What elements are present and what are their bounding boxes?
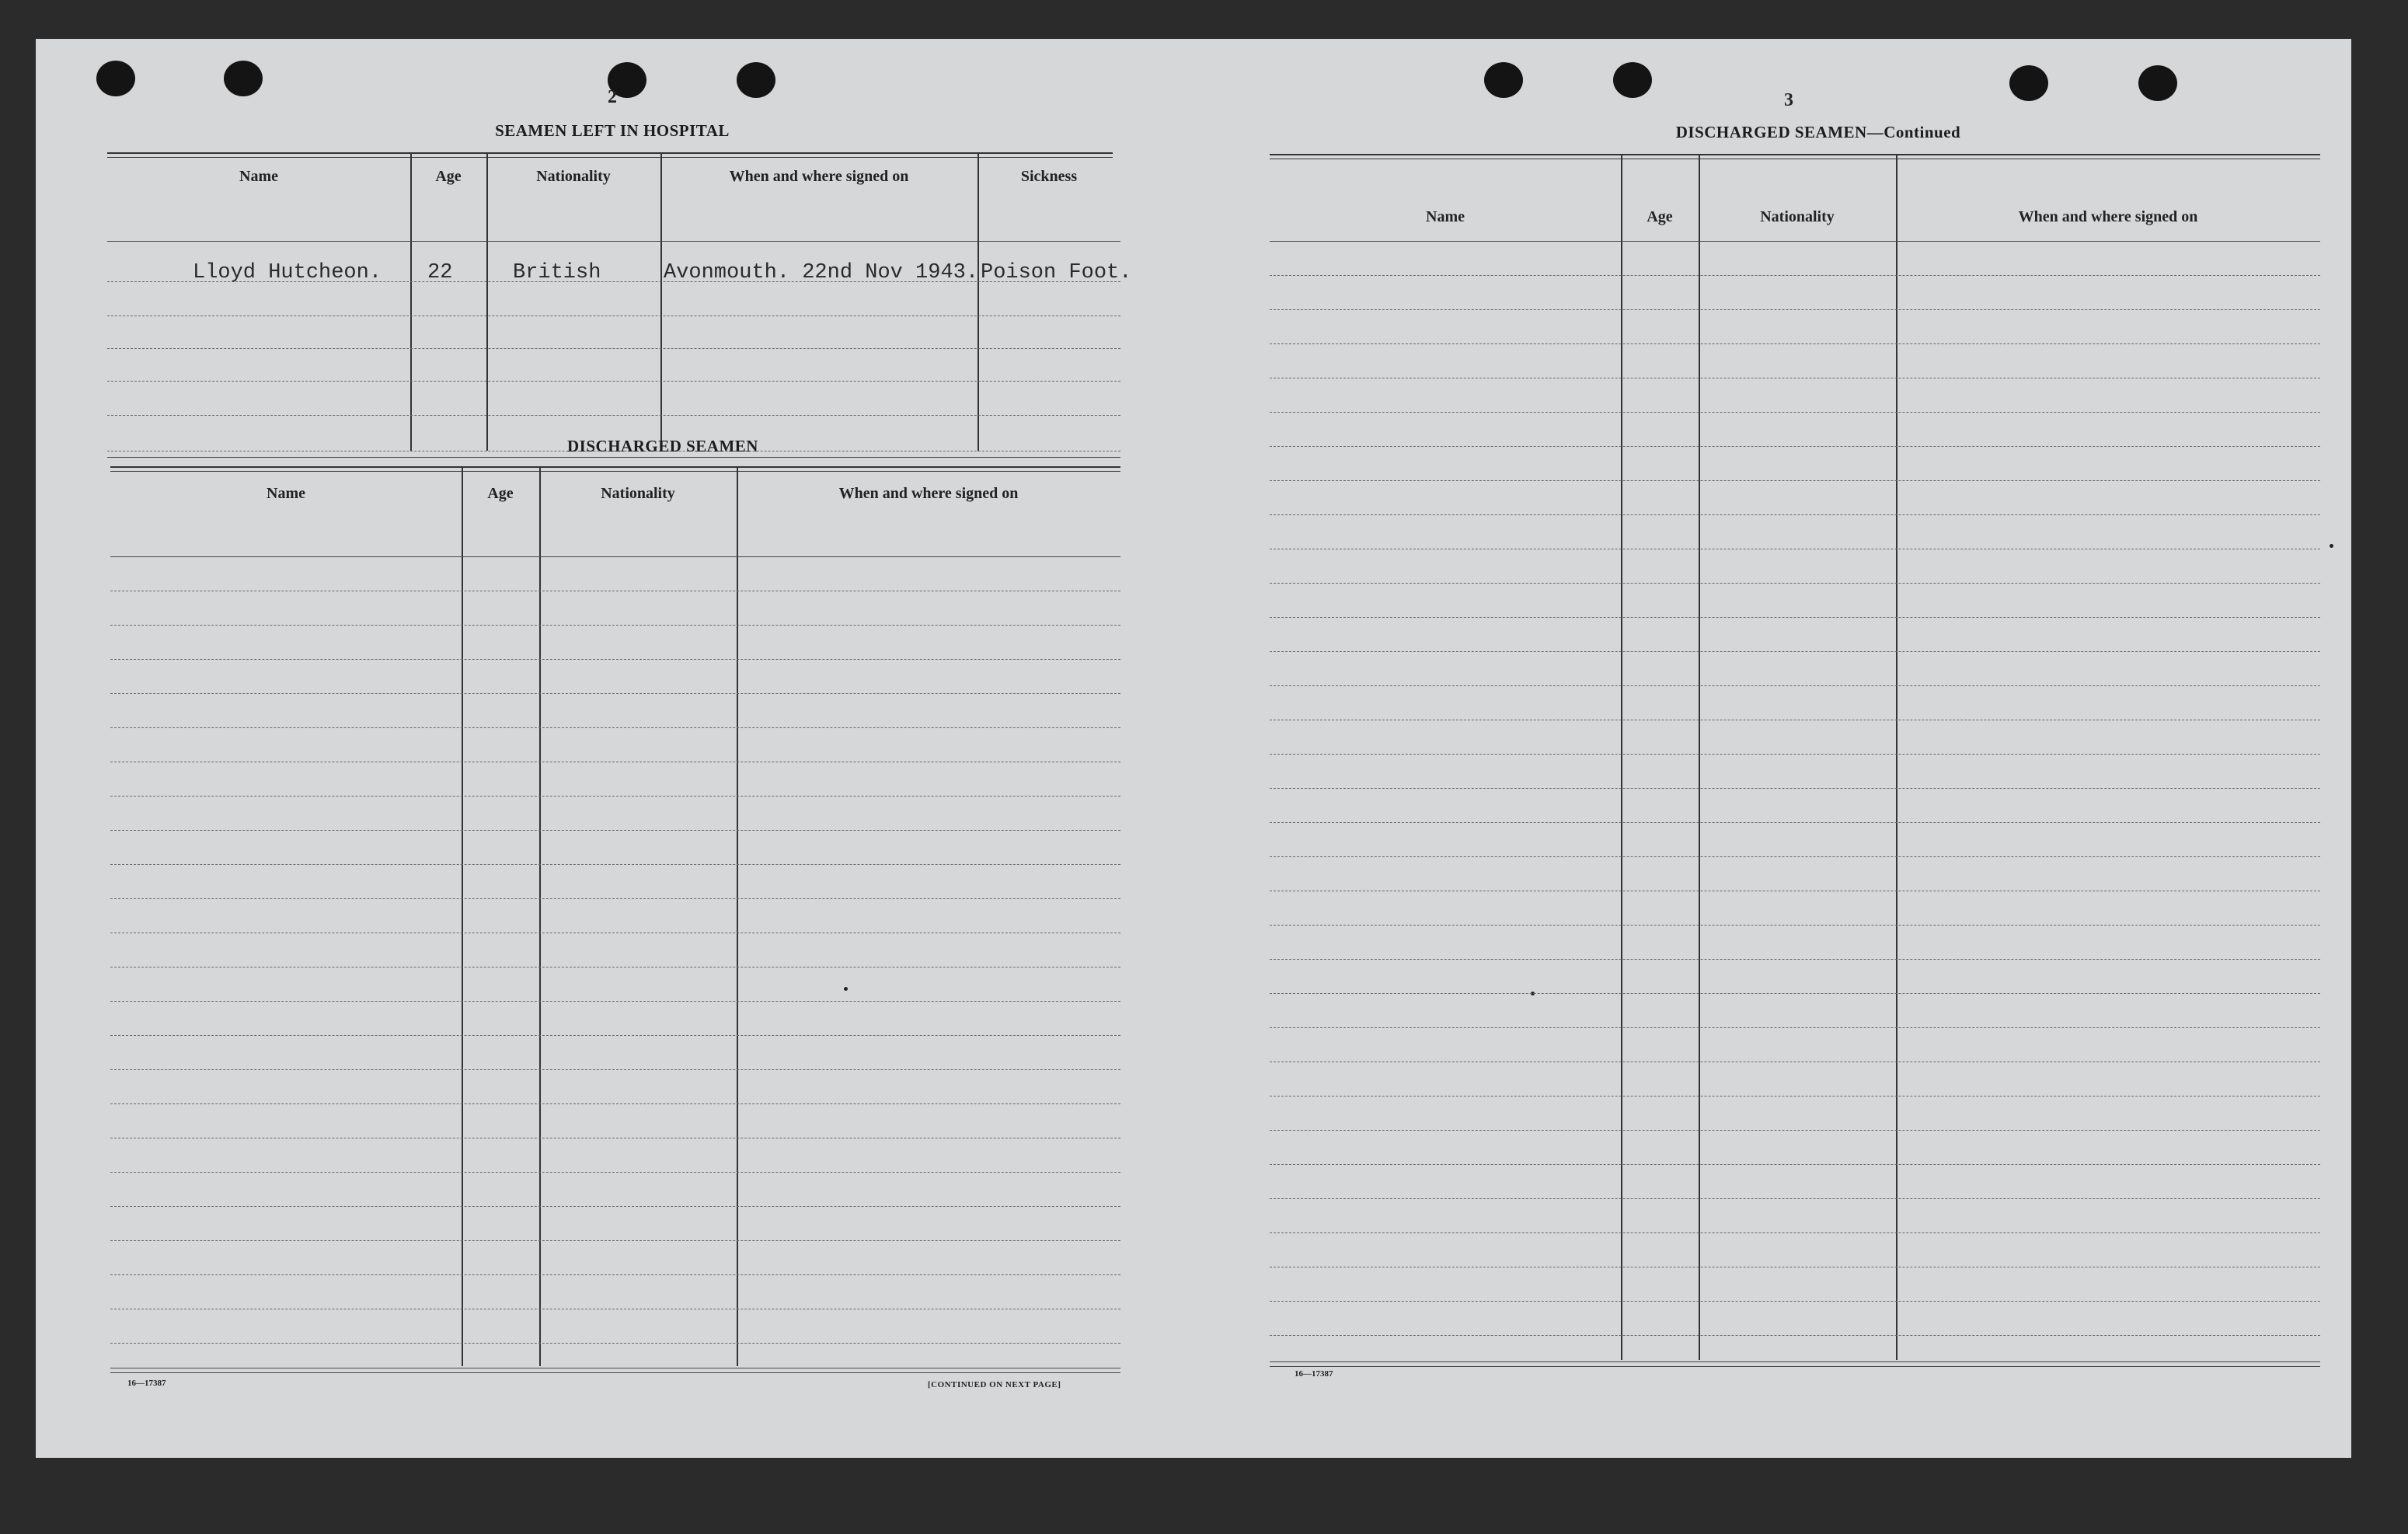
row-line	[1270, 446, 2320, 447]
row-line	[110, 727, 1120, 728]
column-divider	[737, 466, 738, 1366]
column-divider	[1699, 154, 1700, 1360]
left-page-number: 2	[608, 87, 617, 107]
column-header-signed-on: When and where signed on	[838, 485, 1019, 502]
table-top-rule	[110, 466, 1120, 468]
column-header-nationality: Nationality	[1760, 208, 1835, 225]
row-line	[110, 796, 1120, 797]
table-top-rule	[107, 152, 1113, 154]
row-line	[110, 1035, 1120, 1036]
table-top-rule	[1270, 154, 2320, 155]
row-line	[1270, 993, 2320, 994]
column-divider	[462, 466, 463, 1366]
row-line	[1270, 412, 2320, 413]
row-line	[1270, 1301, 2320, 1302]
row-line	[110, 1103, 1120, 1104]
column-header-signed-on: When and where signed on	[729, 168, 909, 185]
row-line	[110, 1274, 1120, 1275]
punch-hole	[2009, 65, 2048, 101]
column-divider	[1896, 154, 1897, 1360]
row-line	[1270, 1027, 2320, 1028]
table-bottom-rule	[110, 1372, 1120, 1373]
punch-hole	[737, 62, 775, 98]
row-line	[1270, 754, 2320, 755]
punch-hole	[1613, 62, 1652, 98]
hospital-section-title: SEAMEN LEFT IN HOSPITAL	[495, 121, 730, 140]
row-line	[110, 693, 1120, 694]
row-line	[107, 415, 1120, 416]
row-line	[1270, 275, 2320, 276]
column-header-age: Age	[435, 168, 462, 185]
table-top-rule	[107, 157, 1113, 158]
row-line	[1270, 959, 2320, 960]
document-page	[36, 39, 2351, 1458]
header-bottom-rule	[1270, 241, 2320, 242]
continued-note: [CONTINUED ON NEXT PAGE]	[928, 1380, 1061, 1389]
punch-hole	[96, 61, 135, 96]
hospital-entry-signed-on: Avonmouth. 22nd Nov 1943.	[664, 261, 979, 284]
discharged-table-left	[110, 466, 1120, 1375]
row-line	[110, 625, 1120, 626]
column-header-age: Age	[487, 485, 514, 502]
row-line	[1270, 514, 2320, 515]
row-line	[1270, 925, 2320, 926]
form-number-left: 16—17387	[127, 1379, 166, 1388]
right-page-number: 3	[1784, 90, 1793, 110]
column-header-nationality: Nationality	[601, 485, 675, 502]
hospital-table	[107, 152, 1132, 458]
column-header-sickness: Sickness	[1020, 168, 1078, 185]
discharged-section-title: DISCHARGED SEAMEN	[567, 437, 758, 455]
row-line	[1270, 651, 2320, 652]
column-header-name: Name	[1426, 208, 1465, 225]
row-line	[110, 659, 1120, 660]
right-section-title	[1268, 123, 2368, 142]
row-line	[1270, 617, 2320, 618]
column-divider	[1621, 154, 1622, 1360]
column-header-name: Name	[267, 485, 305, 502]
row-line	[107, 381, 1120, 382]
header-bottom-rule	[110, 556, 1120, 557]
column-divider	[410, 152, 412, 451]
row-line	[1270, 1335, 2320, 1336]
table-top-rule	[110, 471, 1120, 472]
column-header-age: Age	[1647, 208, 1673, 225]
discharged-table-right	[1270, 154, 2320, 1368]
punch-hole	[224, 61, 263, 96]
hospital-entry-age: 22	[427, 261, 453, 284]
row-line	[1270, 1232, 2320, 1233]
row-line	[110, 830, 1120, 831]
row-line	[1270, 1164, 2320, 1165]
column-divider	[660, 152, 662, 451]
row-line	[110, 1172, 1120, 1173]
hospital-entry-name: Lloyd Hutcheon.	[193, 261, 382, 284]
row-line	[1270, 480, 2320, 481]
row-line	[110, 1206, 1120, 1207]
paper-speck	[2330, 544, 2333, 548]
row-line	[1270, 856, 2320, 857]
hospital-entry-nationality: British	[513, 261, 601, 284]
row-line	[110, 1240, 1120, 1241]
row-line	[110, 1069, 1120, 1070]
form-number-right: 16—17387	[1295, 1369, 1333, 1379]
table-bottom-rule	[1270, 1366, 2320, 1367]
hospital-entry-sickness: Poison Foot.	[981, 261, 1132, 284]
right-title-main: DISCHARGED SEAMEN	[1675, 123, 1867, 141]
column-divider	[486, 152, 488, 451]
row-line	[1270, 822, 2320, 823]
column-divider	[539, 466, 541, 1366]
row-line	[1270, 343, 2320, 344]
row-line	[1270, 685, 2320, 686]
table-bottom-rule	[1270, 1361, 2320, 1362]
row-line	[110, 1001, 1120, 1002]
column-header-name: Name	[239, 168, 278, 185]
row-line	[110, 864, 1120, 865]
punch-hole	[2138, 65, 2177, 101]
row-line	[1270, 309, 2320, 310]
right-title-suffix: —Continued	[1866, 123, 1961, 141]
punch-hole	[1484, 62, 1523, 98]
row-line	[1270, 1198, 2320, 1199]
row-line	[1270, 788, 2320, 789]
header-bottom-rule	[107, 241, 1120, 242]
row-line	[1270, 1130, 2320, 1131]
table-bottom-rule	[107, 457, 1120, 458]
column-divider	[977, 152, 979, 451]
row-line	[110, 1343, 1120, 1344]
column-header-nationality: Nationality	[536, 168, 611, 185]
row-line	[110, 898, 1120, 899]
column-header-signed-on: When and where signed on	[2018, 208, 2198, 225]
row-line	[1270, 583, 2320, 584]
row-line	[107, 348, 1120, 349]
